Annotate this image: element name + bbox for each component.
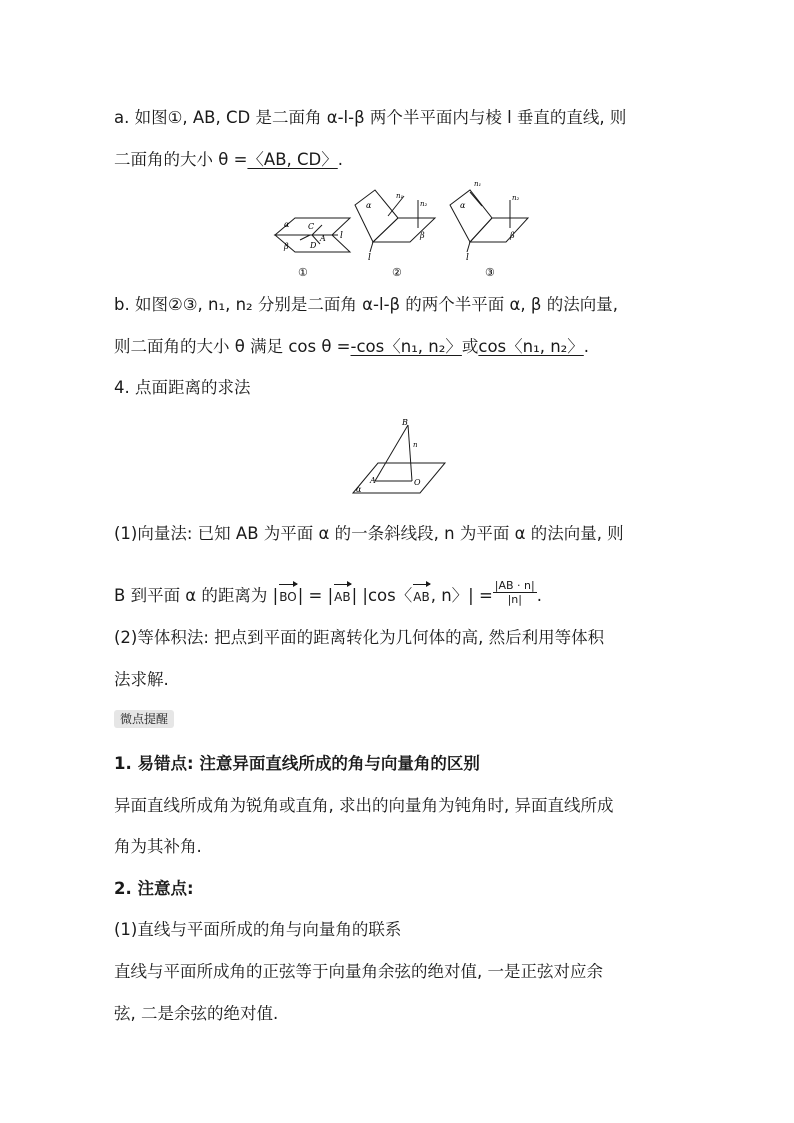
vector-method-line1: (1)向量法: 已知 AB 为平面 α 的一条斜线段, n 为平面 α 的法向量, 则: [114, 524, 624, 543]
fig2-n1: n₁: [396, 192, 404, 200]
fig1-l: l: [340, 231, 343, 241]
fig3-label: ③: [485, 266, 495, 279]
fig3-beta: β: [510, 231, 515, 240]
heading-point-plane-distance: 4. 点面距离的求法: [114, 378, 251, 397]
fig4-B: B: [402, 418, 408, 427]
vector-AB-2: AB: [412, 585, 430, 609]
fig1-beta: β: [284, 242, 289, 251]
vector-method-line2: [114, 579, 542, 610]
vector-BO: BO: [278, 585, 297, 609]
section-a-suffix: .: [337, 150, 343, 169]
dihedral-figures: [270, 180, 540, 280]
fig3-n2: n₂: [512, 194, 520, 202]
point1-line2: 角为其补角.: [114, 837, 202, 856]
angle-formula: 〈AB, CD〉: [247, 150, 338, 169]
vm-mid2: | |cos〈: [351, 586, 413, 605]
distance-fraction: [493, 579, 537, 606]
tips-badge: 微点提醒: [114, 710, 174, 728]
fraction-numerator: |AB · n|: [494, 579, 535, 592]
fraction-denominator: |n|: [507, 593, 522, 606]
fig2-l: l: [368, 253, 371, 263]
section-a-line2: [114, 148, 343, 172]
volume-method-line1: (2)等体积法: 把点到平面的距离转化为几何体的高, 然后利用等体积: [114, 628, 605, 647]
cos-formula-negative: -cos〈n₁, n₂〉: [350, 337, 462, 356]
point2-line1: 直线与平面所成角的正弦等于向量角余弦的绝对值, 一是正弦对应余: [114, 962, 603, 981]
section-b-suffix: .: [583, 337, 590, 356]
vm-prefix: B 到平面 α 的距离为 |: [114, 586, 279, 605]
fig2-label: ②: [392, 266, 402, 279]
fig4-n: n: [413, 441, 418, 449]
vm-mid1: | = |: [297, 586, 334, 605]
fig4-A: A: [370, 476, 376, 485]
fig3-n1: n₁: [474, 180, 482, 188]
point2-heading: 2. 注意点:: [114, 879, 194, 898]
section-b-line1: b. 如图②③, n₁, n₂ 分别是二面角 α-l-β 的两个半平面 α, β 的法向量,: [114, 295, 618, 314]
point1-heading: 1. 易错点: 注意异面直线所成的角与向量角的区别: [114, 754, 480, 773]
section-a-line1: a. 如图①, AB, CD 是二面角 α-l-β 两个半平面内与棱 l 垂直的直线, 则: [114, 108, 627, 127]
fig1-A: A: [320, 234, 326, 243]
point1-line1: 异面直线所成角为锐角或直角, 求出的向量角为钝角时, 异面直线所成: [114, 796, 614, 815]
fig1-label: ①: [298, 266, 308, 279]
point2-line2: 弦, 二是余弦的绝对值.: [114, 1004, 279, 1023]
vm-mid3: , n〉| =: [430, 586, 493, 605]
volume-method-line2: 法求解.: [114, 670, 169, 689]
fig2-beta: β: [420, 231, 425, 240]
section-b-line2: [114, 335, 589, 359]
fig2-n2: n₂: [420, 200, 428, 208]
vm-suffix: .: [536, 586, 542, 605]
fig2-alpha: α: [366, 201, 372, 210]
fig4-alpha: α: [356, 485, 362, 494]
fig1-D: D: [310, 241, 317, 250]
or-word: 或: [461, 337, 479, 356]
fig1-alpha: α: [284, 220, 290, 229]
vector-AB: AB: [333, 585, 351, 609]
section-a-prefix: 二面角的大小 θ =: [114, 150, 248, 169]
fig3-alpha: α: [460, 201, 466, 210]
cos-formula-positive: cos〈n₁, n₂〉: [478, 337, 584, 356]
section-b-prefix: 则二面角的大小 θ 满足 cos θ =: [114, 337, 351, 356]
fig1-C: C: [308, 222, 315, 231]
fig4-O: O: [414, 478, 421, 487]
fig3-l: l: [466, 253, 469, 263]
point-plane-figure: [350, 415, 450, 497]
point2-sub1: (1)直线与平面所成的角与向量角的联系: [114, 920, 402, 939]
